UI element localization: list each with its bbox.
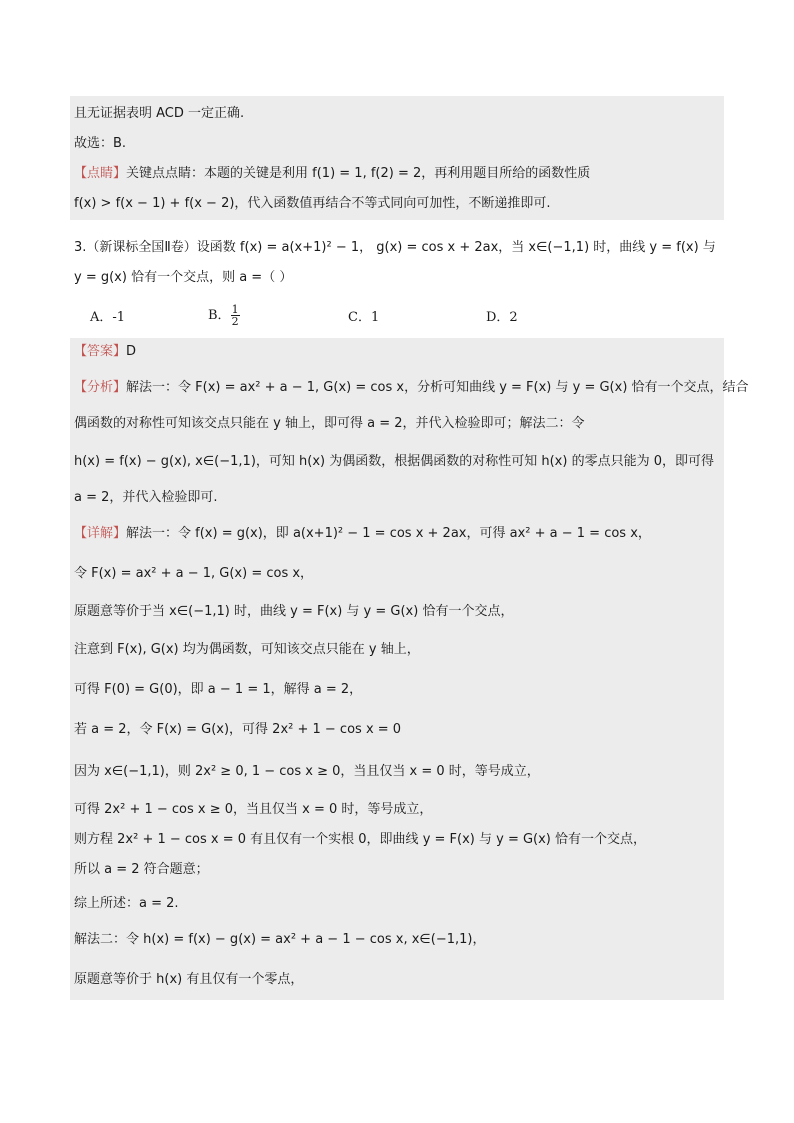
text-line: 令 F(x) = ax² + a − 1, G(x) = cos x，: [74, 566, 314, 581]
text-line: 可得 2x² + 1 − cos x ≥ 0，当且仅当 x = 0 时，等号成立，: [74, 802, 433, 817]
answer-tag: 【答案】: [74, 344, 127, 359]
text-line: 因为 x∈(−1,1)，则 2x² ≥ 0, 1 − cos x ≥ 0，当且仅当 x = 0 时，等号成立，: [74, 764, 540, 779]
text-line: 则方程 2x² + 1 − cos x = 0 有且仅有一个实根 0，即曲线 y = F(x) 与 y = G(x) 恰有一个交点，: [74, 832, 647, 847]
option-a: A．-1: [90, 310, 126, 325]
answer-options: [90, 304, 690, 328]
answer-line: [74, 342, 136, 362]
text-line: 所以 a = 2 符合题意；: [74, 862, 209, 877]
option-d: D．2: [486, 310, 518, 325]
option-b: [208, 304, 240, 327]
option-c: C．1: [348, 310, 380, 325]
fraction-denominator: 2: [231, 315, 239, 328]
fraction-numerator: 1: [231, 303, 239, 316]
text-line: 可得 F(0) = G(0)，即 a − 1 = 1，解得 a = 2，: [74, 682, 363, 697]
analysis-text: 解法一：令 F(x) = ax² + a − 1, G(x) = cos x，分析可知曲线 y = F(x) 与 y = G(x) 恰有一个交点，结合: [126, 380, 749, 395]
text-line: 注意到 F(x), G(x) 均为偶函数，可知该交点只能在 y 轴上，: [74, 642, 420, 657]
fraction: [231, 304, 240, 327]
text-line: f(x) > f(x − 1) + f(x − 2)，代入函数值再结合不等式同向可加性，不断递推即可.: [74, 196, 551, 211]
detail-tag: 【详解】: [74, 526, 127, 541]
key-point-tag: 【点睛】: [74, 166, 127, 181]
text-line: 偶函数的对称性可知该交点只能在 y 轴上，即可得 a = 2，并代入检验即可；解法二：令: [74, 416, 585, 431]
text-line: 原题意等价于当 x∈(−1,1) 时，曲线 y = F(x) 与 y = G(x) 恰有一个交点，: [74, 604, 514, 619]
key-point-line: [74, 164, 590, 184]
detail-text: 解法一：令 f(x) = g(x)，即 a(x+1)² − 1 = cos x + 2ax，可得 ax² + a − 1 = cos x，: [126, 526, 651, 541]
text-line: 原题意等价于 h(x) 有且仅有一个零点，: [74, 972, 304, 987]
text-line: h(x) = f(x) − g(x), x∈(−1,1)，可知 h(x) 为偶函数，根据偶函数的对称性可知 h(x) 的零点只能为 0，即可得: [74, 454, 714, 469]
analysis-line: [74, 378, 749, 398]
analysis-tag: 【分析】: [74, 380, 127, 395]
question-line: y = g(x) 恰有一个交点，则 a =（ ）: [74, 270, 293, 285]
detail-line: [74, 524, 651, 544]
text-line: 解法二：令 h(x) = f(x) − g(x) = ax² + a − 1 − cos x, x∈(−1,1)，: [74, 932, 486, 947]
text-line: 故选：B.: [74, 136, 127, 151]
option-b-label: B．: [208, 308, 231, 323]
text-line: 若 a = 2，令 F(x) = G(x)，可得 2x² + 1 − cos x = 0: [74, 722, 402, 737]
answer-value: D: [126, 344, 137, 359]
text-line: 综上所述：a = 2.: [74, 896, 179, 911]
key-point-text: 关键点点睛：本题的关键是利用 f(1) = 1, f(2) = 2，再利用题目所给的函数性质: [126, 166, 591, 181]
text-line: 且无证据表明 ACD 一定正确.: [74, 106, 245, 121]
question-line: 3.（新课标全国Ⅱ卷）设函数 f(x) = a(x+1)² − 1， g(x) = cos x + 2ax，当 x∈(−1,1) 时，曲线 y = f(x) 与: [74, 240, 716, 255]
text-line: a = 2，并代入检验即可.: [74, 490, 218, 505]
